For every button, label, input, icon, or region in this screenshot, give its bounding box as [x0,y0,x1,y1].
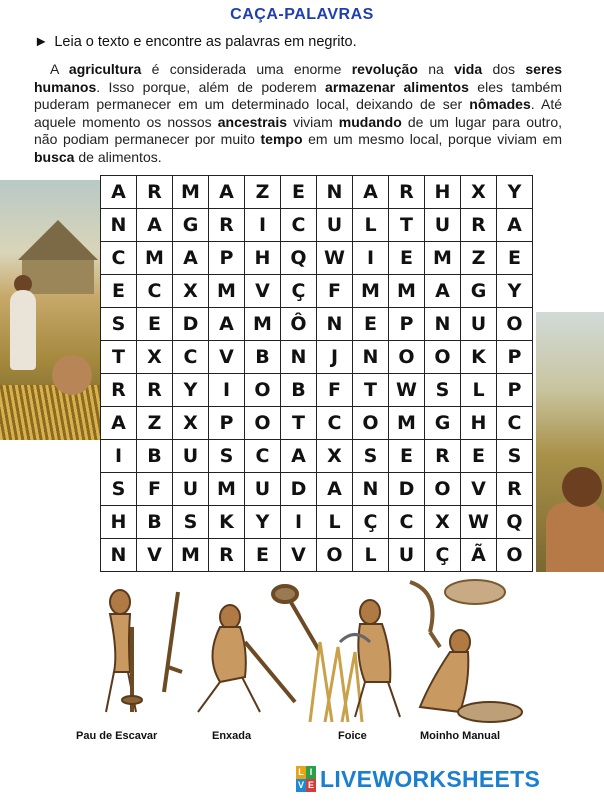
keyword: mudando [338,113,402,130]
text-segment: viviam [287,113,339,130]
grid-cell[interactable]: C [245,440,281,473]
grid-cell[interactable]: S [101,308,137,341]
grid-cell[interactable]: X [173,407,209,440]
text-segment: A [50,61,69,77]
grid-cell[interactable]: H [245,242,281,275]
grid-cell[interactable]: P [389,308,425,341]
grid-cell[interactable]: R [425,440,461,473]
instruction [34,34,574,50]
caption-hand-mill: Moinho Manual [420,730,501,742]
caption-digging-stick: Pau de Escavar [76,730,158,742]
grid-cell[interactable]: I [101,440,137,473]
grid-cell[interactable]: I [209,374,245,407]
grid-cell[interactable]: P [209,242,245,275]
grid-cell[interactable]: B [137,440,173,473]
grid-cell[interactable]: C [497,407,533,440]
grid-cell[interactable]: S [173,506,209,539]
grid-cell[interactable]: X [137,341,173,374]
grid-cell[interactable]: A [425,275,461,308]
grid-cell[interactable]: G [173,209,209,242]
grid-cell[interactable]: V [461,473,497,506]
grid-cell[interactable]: U [245,473,281,506]
grid-cell[interactable]: C [101,242,137,275]
grid-cell[interactable]: Ç [281,275,317,308]
grid-cell[interactable]: I [281,506,317,539]
grid-cell[interactable]: E [389,440,425,473]
grid-cell[interactable]: G [461,275,497,308]
grid-cell[interactable]: N [101,539,137,572]
grid-cell[interactable]: F [137,473,173,506]
grid-cell[interactable]: B [281,374,317,407]
grid-cell[interactable]: N [425,308,461,341]
grid-cell[interactable]: N [101,209,137,242]
text-segment: . Isso porque, além de poderem [96,78,326,95]
keyword: tempo [260,131,303,147]
grid-cell[interactable]: H [425,176,461,209]
grid-cell[interactable]: A [317,473,353,506]
grid-cell[interactable]: A [137,209,173,242]
grid-cell[interactable]: D [281,473,317,506]
grid-cell[interactable]: T [281,407,317,440]
grid-cell[interactable]: V [137,539,173,572]
keyword: seres humanos [34,61,562,95]
grid-cell[interactable]: U [461,308,497,341]
grid-cell[interactable]: E [461,440,497,473]
keyword: nômades [469,96,531,112]
grid-cell[interactable]: R [497,473,533,506]
grid-cell[interactable]: T [353,374,389,407]
grid-cell[interactable]: E [389,242,425,275]
farming-scene-right-image [536,312,604,572]
digging-stick-figure [106,590,142,712]
grid-cell[interactable]: E [245,539,281,572]
grid-cell[interactable]: U [173,440,209,473]
grid-cell[interactable]: O [389,341,425,374]
grid-cell[interactable]: S [497,440,533,473]
grid-cell[interactable]: A [101,176,137,209]
text-segment: na [417,61,455,77]
grid-cell[interactable]: M [389,407,425,440]
hand-mill-figure [420,630,522,722]
grid-cell[interactable]: P [209,407,245,440]
text-segment: de um lugar para outro, não podiam permanecer por muito [34,113,562,147]
grid-cell[interactable]: E [497,242,533,275]
grid-cell[interactable]: Y [497,176,533,209]
grid-cell[interactable]: N [281,341,317,374]
text-segment: de alimentos. [74,148,162,165]
grid-cell[interactable]: I [245,209,281,242]
grid-cell[interactable]: A [209,176,245,209]
grid-cell[interactable]: O [245,374,281,407]
axe-tool [273,586,320,652]
farming-scene-left-image [0,180,100,440]
keyword: armazenar alimentos [325,78,469,95]
grid-cell[interactable]: G [425,407,461,440]
grid-cell[interactable]: C [137,275,173,308]
keyword: revolução [351,61,418,77]
grid-cell[interactable]: D [173,308,209,341]
grid-cell[interactable]: N [353,341,389,374]
page-title: CAÇA-PALAVRAS [230,6,374,23]
grid-cell[interactable]: P [497,341,533,374]
grid-cell[interactable]: A [353,176,389,209]
grid-cell[interactable]: O [353,407,389,440]
grid-cell[interactable]: O [425,473,461,506]
tools-drawing [70,572,532,732]
stick-tool [164,592,182,692]
grid-cell[interactable]: C [173,341,209,374]
grid-cell[interactable]: M [209,275,245,308]
grid-cell[interactable]: Y [497,275,533,308]
grid-cell[interactable]: Ô [281,308,317,341]
word-search-grid[interactable] [100,175,533,572]
grid-cell[interactable]: M [245,308,281,341]
grid-cell[interactable]: W [317,242,353,275]
grid-cell[interactable]: U [425,209,461,242]
grid-cell[interactable]: Ã [461,539,497,572]
grid-cell[interactable]: R [101,374,137,407]
grid-cell[interactable]: Y [245,506,281,539]
grid-cell[interactable]: M [137,242,173,275]
grid-cell[interactable]: E [353,308,389,341]
grid-cell[interactable]: E [137,308,173,341]
grid-cell[interactable]: D [389,473,425,506]
keyword: ancestrais [217,113,288,130]
grid-cell[interactable]: R [389,176,425,209]
grid-cell[interactable]: B [245,341,281,374]
grid-cell[interactable]: F [317,275,353,308]
grid-cell[interactable]: X [461,176,497,209]
grid-cell[interactable]: M [173,539,209,572]
grid-cell[interactable]: H [461,407,497,440]
grid-cell[interactable]: A [209,308,245,341]
grid-cell[interactable]: L [461,374,497,407]
grid-cell[interactable]: C [281,209,317,242]
grid-cell[interactable]: N [353,473,389,506]
grid-cell[interactable]: T [389,209,425,242]
grid-cell[interactable]: N [317,308,353,341]
grid-cell[interactable]: Ç [425,539,461,572]
grid-cell[interactable]: O [497,308,533,341]
grid-cell[interactable]: X [173,275,209,308]
grid-cell[interactable]: E [101,275,137,308]
grid-cell[interactable]: Y [173,374,209,407]
grid-cell[interactable]: K [209,506,245,539]
grid-cell[interactable]: S [101,473,137,506]
text-segment: . Até aquele momento os nossos [34,96,562,130]
grid-cell[interactable]: Q [281,242,317,275]
grid-cell[interactable]: S [425,374,461,407]
grid-cell[interactable]: O [245,407,281,440]
grid-cell[interactable]: I [353,242,389,275]
grid-cell[interactable]: A [497,209,533,242]
instruction-text: Leia o texto e encontre as palavras em negrito. [54,34,357,50]
grid-cell[interactable]: A [101,407,137,440]
grid-cell[interactable]: O [317,539,353,572]
logo-text: LIVEWORKSHEETS [320,765,541,792]
grid-cell[interactable]: S [209,440,245,473]
grid-cell[interactable]: V [245,275,281,308]
caption-hoe: Enxada [212,730,252,742]
text-segment: é considerada uma enorme [141,61,352,77]
grid-cell[interactable]: H [101,506,137,539]
grid-cell[interactable]: W [461,506,497,539]
grid-cell[interactable]: N [317,176,353,209]
grinding-stone [445,580,505,604]
grid-cell[interactable]: R [137,176,173,209]
grid-cell[interactable]: R [209,209,245,242]
grid-cell[interactable]: Z [461,242,497,275]
grid-cell[interactable]: L [353,539,389,572]
grid-cell[interactable]: R [137,374,173,407]
grid-cell[interactable]: R [209,539,245,572]
ancient-tools-illustration [70,572,532,750]
grid-cell[interactable]: Ç [353,506,389,539]
keyword: vida [454,61,483,77]
grid-cell[interactable]: K [461,341,497,374]
grid-cell[interactable]: L [317,506,353,539]
grid-cell[interactable]: M [173,176,209,209]
grid-cell[interactable]: T [101,341,137,374]
sickle-figure [310,600,400,722]
grid-cell[interactable]: F [317,374,353,407]
grid-cell[interactable]: U [317,209,353,242]
grid-cell[interactable]: Z [137,407,173,440]
arrow-icon: ► [34,34,49,50]
keyword: agricultura [68,61,142,77]
text-segment: eles também puderam permanecer em um determinado local, deixando de ser [34,78,562,112]
text-segment: em um mesmo local, porque viviam em [302,131,562,147]
hoe-figure [198,605,295,712]
grid-cell[interactable]: P [497,374,533,407]
grid-cell[interactable]: Q [497,506,533,539]
grid-cell[interactable]: E [281,176,317,209]
grid-cell[interactable]: J [317,341,353,374]
keyword: busca [34,148,75,165]
grid-cell[interactable]: R [461,209,497,242]
grid-cell[interactable]: U [173,473,209,506]
logo-badge-icon: L I V E [297,767,314,790]
grid-cell[interactable]: O [497,539,533,572]
grid-cell[interactable]: Z [245,176,281,209]
grid-cell[interactable]: A [281,440,317,473]
grid-cell[interactable]: V [209,341,245,374]
caption-sickle: Foice [338,730,367,742]
grid-cell[interactable]: C [317,407,353,440]
grid-cell[interactable]: U [389,539,425,572]
sickle-tool [410,582,440,647]
reading-text [34,61,562,166]
grid-cell[interactable]: S [353,440,389,473]
grid-cell[interactable]: B [137,506,173,539]
grid-cell[interactable]: X [425,506,461,539]
grid-cell[interactable]: A [173,242,209,275]
liveworksheets-logo[interactable] [296,764,540,794]
grid-cell[interactable]: C [389,506,425,539]
grid-cell[interactable]: M [389,275,425,308]
grid-cell[interactable]: M [209,473,245,506]
grid-cell[interactable]: M [425,242,461,275]
grid-cell[interactable]: V [281,539,317,572]
grid-cell[interactable]: L [353,209,389,242]
grid-cell[interactable]: W [389,374,425,407]
text-segment: dos [482,61,526,77]
grid-cell[interactable]: M [353,275,389,308]
grid-cell[interactable]: O [425,341,461,374]
grid-cell[interactable]: X [317,440,353,473]
